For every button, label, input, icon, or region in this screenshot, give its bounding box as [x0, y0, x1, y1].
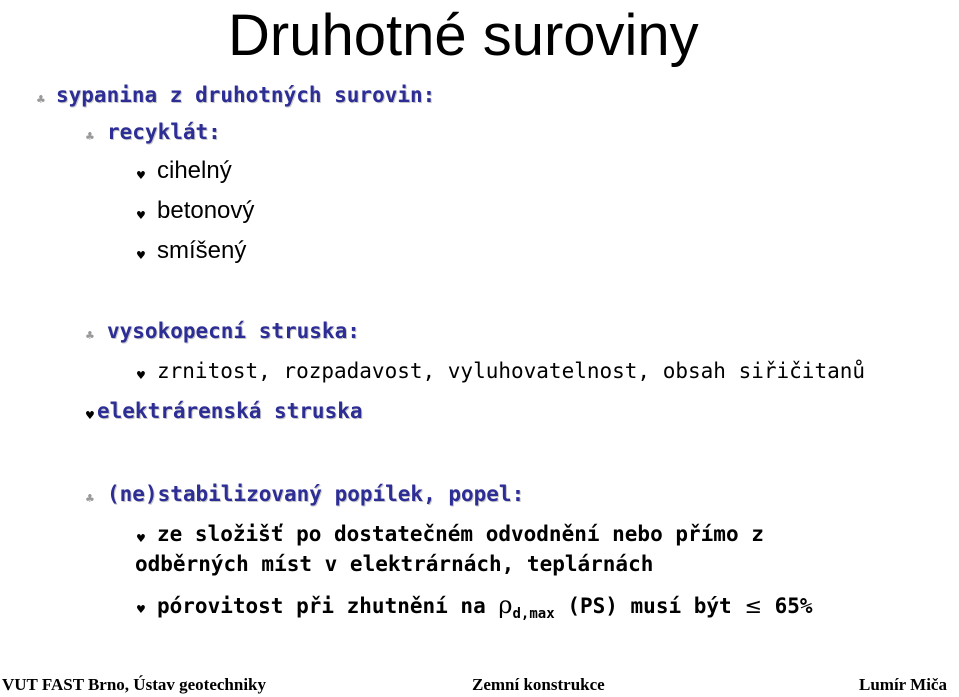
- heading-recyklat: recyklát:: [107, 120, 221, 144]
- footer-center: Zemní konstrukce: [472, 675, 605, 694]
- rho-symbol: ρ: [498, 591, 513, 619]
- item-zrnitost: zrnitost, rozpadavost, vyluhovatelnost, obsah siřičitanů: [157, 359, 866, 383]
- heart-icon: ♥: [136, 209, 146, 222]
- item-zeslozist: ze složišť po dostatečném odvodnění nebo přímo z: [157, 522, 764, 546]
- item-cihelny: cihelný: [157, 157, 232, 184]
- porovitost-prefix: pórovitost při zhutnění na: [157, 594, 486, 618]
- heart-icon: ♥: [85, 409, 95, 422]
- heart-icon: ♥: [136, 249, 146, 262]
- club-icon: ♣: [85, 130, 95, 143]
- heart-icon: ♥: [136, 603, 146, 616]
- porovitost-value: 65%: [774, 594, 813, 618]
- less-equal-symbol: ≤: [744, 594, 762, 618]
- club-icon: ♣: [36, 93, 46, 106]
- item-porovitost: [157, 592, 813, 622]
- heading-elektrarenska: elektrárenská struska: [97, 399, 363, 423]
- club-icon: ♣: [85, 492, 95, 505]
- heading-vysokopecni: vysokopecní struska:: [107, 319, 360, 343]
- heart-icon: ♥: [136, 169, 146, 182]
- footer-left: VUT FAST Brno, Ústav geotechniky: [2, 675, 266, 694]
- heading-popilek: (ne)stabilizovaný popílek, popel:: [107, 482, 525, 506]
- rho-subscript: d,max: [512, 606, 555, 622]
- club-icon: ♣: [85, 329, 95, 342]
- heading-sypanina: sypanina z druhotných surovin:: [56, 83, 436, 107]
- item-betonovy: betonový: [157, 197, 255, 224]
- heart-icon: ♥: [136, 369, 146, 382]
- footer-right: Lumír Miča: [859, 675, 947, 694]
- heart-icon: ♥: [136, 532, 146, 545]
- item-smiseny: smíšený: [157, 237, 247, 264]
- item-zeslozist-cont: odběrných míst v elektrárnách, teplárnách: [135, 552, 654, 576]
- porovitost-middle: (PS) musí být: [567, 594, 732, 618]
- slide-title: Druhotné suroviny: [228, 3, 699, 68]
